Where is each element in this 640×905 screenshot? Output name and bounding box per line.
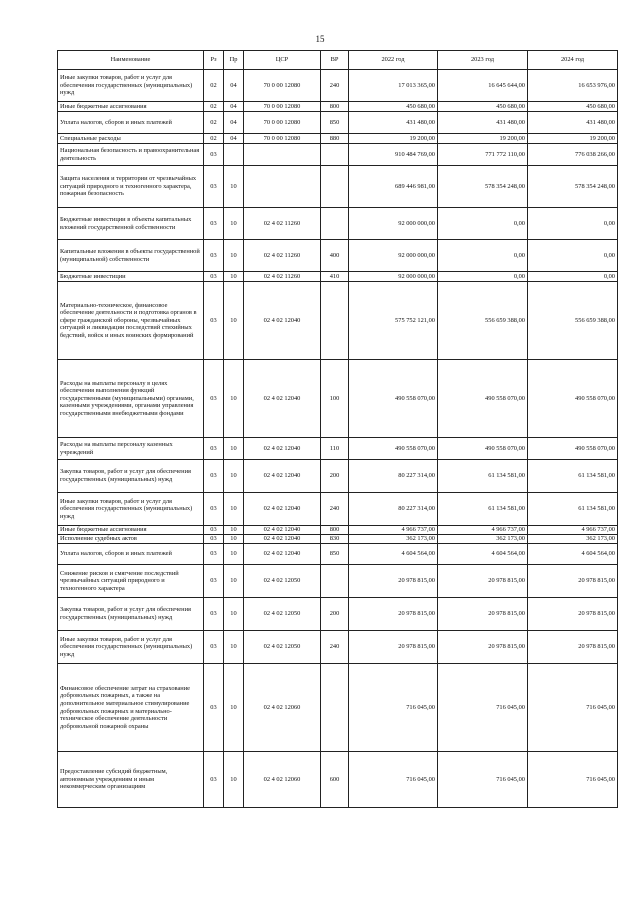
header-csr: ЦСР <box>244 51 321 70</box>
row-pr: 10 <box>224 360 244 438</box>
row-pr: 10 <box>224 752 244 808</box>
row-value-2024: 490 558 070,00 <box>528 360 618 438</box>
row-rz: 02 <box>204 70 224 102</box>
row-value-2022: 490 558 070,00 <box>349 438 438 460</box>
row-value-2023: 0,00 <box>438 272 528 282</box>
row-csr: 02 4 02 12050 <box>244 565 321 598</box>
row-csr: 02 4 02 12040 <box>244 493 321 526</box>
row-vr: 600 <box>321 752 349 808</box>
table-row <box>58 102 618 112</box>
header-vr: ВР <box>321 51 349 70</box>
row-name: Снижение рисков и смягчение последствий чрезвычайных ситуаций природного и техногенного характера <box>58 565 204 598</box>
row-value-2024: 0,00 <box>528 272 618 282</box>
row-value-2024: 776 038 266,00 <box>528 144 618 166</box>
row-value-2023: 61 134 581,00 <box>438 460 528 493</box>
row-value-2023: 716 045,00 <box>438 664 528 752</box>
row-rz: 02 <box>204 112 224 134</box>
table-row <box>58 166 618 208</box>
row-pr: 10 <box>224 272 244 282</box>
row-value-2024: 716 045,00 <box>528 664 618 752</box>
row-rz: 03 <box>204 272 224 282</box>
row-name: Материально-техническое, финансовое обеспечение деятельности и подготовка органов в сфере гражданской обороны, чрезвычайных ситуаций и ликвидации последствий стихийных бедствий, войск и иных воинских формирований <box>58 282 204 360</box>
row-value-2022: 910 484 769,00 <box>349 144 438 166</box>
row-value-2022: 490 558 070,00 <box>349 360 438 438</box>
row-value-2024: 20 978 815,00 <box>528 631 618 664</box>
row-value-2022: 450 680,00 <box>349 102 438 112</box>
row-vr: 240 <box>321 631 349 664</box>
row-value-2022: 4 604 564,00 <box>349 544 438 565</box>
row-pr: 04 <box>224 134 244 144</box>
row-value-2024: 0,00 <box>528 240 618 272</box>
row-value-2023: 490 558 070,00 <box>438 438 528 460</box>
row-pr: 04 <box>224 70 244 102</box>
row-csr: 02 4 02 12050 <box>244 631 321 664</box>
row-pr: 10 <box>224 565 244 598</box>
row-value-2022: 20 978 815,00 <box>349 631 438 664</box>
table-header-row <box>58 51 618 70</box>
row-vr: 850 <box>321 544 349 565</box>
row-rz: 03 <box>204 598 224 631</box>
row-value-2022: 92 000 000,00 <box>349 208 438 240</box>
row-name: Иные бюджетные ассигнования <box>58 526 204 535</box>
row-rz: 03 <box>204 544 224 565</box>
row-value-2024: 4 966 737,00 <box>528 526 618 535</box>
table-row <box>58 240 618 272</box>
row-csr: 02 4 02 12040 <box>244 460 321 493</box>
row-value-2023: 431 480,00 <box>438 112 528 134</box>
row-pr: 10 <box>224 438 244 460</box>
row-vr <box>321 565 349 598</box>
row-rz: 03 <box>204 240 224 272</box>
row-name: Расходы на выплаты персоналу казенных учреждений <box>58 438 204 460</box>
row-value-2022: 92 000 000,00 <box>349 240 438 272</box>
row-pr: 10 <box>224 282 244 360</box>
row-name: Закупка товаров, работ и услуг для обеспечения государственных (муниципальных) нужд <box>58 460 204 493</box>
row-csr: 02 4 02 12040 <box>244 544 321 565</box>
row-csr: 70 0 00 12080 <box>244 70 321 102</box>
row-vr <box>321 208 349 240</box>
row-csr: 02 4 02 12040 <box>244 282 321 360</box>
row-pr: 10 <box>224 535 244 544</box>
row-value-2024: 556 659 388,00 <box>528 282 618 360</box>
row-value-2022: 575 752 121,00 <box>349 282 438 360</box>
row-csr: 02 4 02 12040 <box>244 535 321 544</box>
row-rz: 03 <box>204 752 224 808</box>
row-value-2022: 20 978 815,00 <box>349 565 438 598</box>
row-csr: 02 4 02 12040 <box>244 360 321 438</box>
row-csr: 70 0 00 12080 <box>244 112 321 134</box>
row-csr <box>244 144 321 166</box>
row-vr <box>321 664 349 752</box>
row-value-2022: 689 446 981,00 <box>349 166 438 208</box>
table-row <box>58 112 618 134</box>
table-row <box>58 70 618 102</box>
row-csr: 70 0 00 12080 <box>244 102 321 112</box>
row-csr: 70 0 00 12080 <box>244 134 321 144</box>
row-value-2022: 362 173,00 <box>349 535 438 544</box>
header-name: Наименование <box>58 51 204 70</box>
row-value-2022: 4 966 737,00 <box>349 526 438 535</box>
row-pr: 10 <box>224 631 244 664</box>
row-rz: 02 <box>204 102 224 112</box>
row-value-2024: 19 200,00 <box>528 134 618 144</box>
row-name: Уплата налогов, сборов и иных платежей <box>58 112 204 134</box>
row-value-2023: 362 173,00 <box>438 535 528 544</box>
row-value-2023: 556 659 388,00 <box>438 282 528 360</box>
row-value-2023: 490 558 070,00 <box>438 360 528 438</box>
row-pr: 10 <box>224 664 244 752</box>
row-value-2024: 362 173,00 <box>528 535 618 544</box>
row-name: Специальные расходы <box>58 134 204 144</box>
table-row <box>58 134 618 144</box>
row-pr: 04 <box>224 102 244 112</box>
header-2024: 2024 год <box>528 51 618 70</box>
row-value-2024: 61 134 581,00 <box>528 460 618 493</box>
row-name: Предоставление субсидий бюджетным, автономным учреждениям и иным некоммерческим организациям <box>58 752 204 808</box>
table-row <box>58 208 618 240</box>
row-value-2024: 61 134 581,00 <box>528 493 618 526</box>
row-rz: 03 <box>204 631 224 664</box>
row-csr: 02 4 02 11260 <box>244 272 321 282</box>
row-value-2024: 20 978 815,00 <box>528 565 618 598</box>
table-row <box>58 282 618 360</box>
row-name: Закупка товаров, работ и услуг для обеспечения государственных (муниципальных) нужд <box>58 598 204 631</box>
row-name: Бюджетные инвестиции <box>58 272 204 282</box>
table-row <box>58 460 618 493</box>
row-vr <box>321 282 349 360</box>
row-value-2023: 0,00 <box>438 208 528 240</box>
row-value-2022: 431 480,00 <box>349 112 438 134</box>
row-vr: 400 <box>321 240 349 272</box>
row-value-2023: 4 604 564,00 <box>438 544 528 565</box>
row-name: Иные бюджетные ассигнования <box>58 102 204 112</box>
row-name: Исполнение судебных актов <box>58 535 204 544</box>
row-rz: 03 <box>204 526 224 535</box>
row-value-2022: 80 227 314,00 <box>349 493 438 526</box>
row-csr: 02 4 02 12060 <box>244 752 321 808</box>
table-row <box>58 526 618 535</box>
row-value-2024: 4 604 564,00 <box>528 544 618 565</box>
row-vr <box>321 166 349 208</box>
row-value-2022: 92 000 000,00 <box>349 272 438 282</box>
row-vr: 240 <box>321 70 349 102</box>
table-row <box>58 664 618 752</box>
row-rz: 03 <box>204 282 224 360</box>
row-value-2024: 431 480,00 <box>528 112 618 134</box>
row-name: Финансовое обеспечение затрат на страхование добровольных пожарных, а также на дополнительное материальное стимулирование добровольных пожарных и материально-техническое обеспечение деятельности добровольной пожарной охраны <box>58 664 204 752</box>
row-rz: 03 <box>204 438 224 460</box>
table-row <box>58 438 618 460</box>
budget-table <box>57 50 618 808</box>
row-value-2023: 450 680,00 <box>438 102 528 112</box>
row-value-2023: 20 978 815,00 <box>438 631 528 664</box>
row-vr: 200 <box>321 460 349 493</box>
row-value-2022: 716 045,00 <box>349 752 438 808</box>
row-name: Иные закупки товаров, работ и услуг для обеспечения государственных (муниципальных) нужд <box>58 70 204 102</box>
header-2022: 2022 год <box>349 51 438 70</box>
table-row <box>58 272 618 282</box>
row-csr: 02 4 02 12040 <box>244 438 321 460</box>
row-pr: 10 <box>224 166 244 208</box>
row-value-2022: 17 013 365,00 <box>349 70 438 102</box>
row-value-2024: 578 354 248,00 <box>528 166 618 208</box>
row-rz: 03 <box>204 565 224 598</box>
row-value-2023: 578 354 248,00 <box>438 166 528 208</box>
row-name: Капитальные вложения в объекты государственной (муниципальной) собственности <box>58 240 204 272</box>
row-value-2024: 490 558 070,00 <box>528 438 618 460</box>
row-csr: 02 4 02 11260 <box>244 208 321 240</box>
row-rz: 03 <box>204 144 224 166</box>
table-row <box>58 493 618 526</box>
row-rz: 03 <box>204 166 224 208</box>
row-value-2023: 19 200,00 <box>438 134 528 144</box>
header-rz: Рз <box>204 51 224 70</box>
row-pr: 10 <box>224 240 244 272</box>
page-number: 15 <box>315 34 325 44</box>
row-vr: 200 <box>321 598 349 631</box>
row-value-2023: 61 134 581,00 <box>438 493 528 526</box>
row-vr: 100 <box>321 360 349 438</box>
row-value-2022: 80 227 314,00 <box>349 460 438 493</box>
row-vr: 800 <box>321 102 349 112</box>
row-rz: 03 <box>204 664 224 752</box>
row-pr: 10 <box>224 460 244 493</box>
row-value-2022: 20 978 815,00 <box>349 598 438 631</box>
table-row <box>58 360 618 438</box>
row-value-2023: 716 045,00 <box>438 752 528 808</box>
table-row <box>58 752 618 808</box>
table-row <box>58 565 618 598</box>
row-name: Иные закупки товаров, работ и услуг для обеспечения государственных (муниципальных) нужд <box>58 493 204 526</box>
row-vr: 110 <box>321 438 349 460</box>
row-pr: 10 <box>224 598 244 631</box>
row-vr: 830 <box>321 535 349 544</box>
row-value-2022: 716 045,00 <box>349 664 438 752</box>
row-vr <box>321 144 349 166</box>
row-value-2023: 4 966 737,00 <box>438 526 528 535</box>
row-name: Уплата налогов, сборов и иных платежей <box>58 544 204 565</box>
row-rz: 03 <box>204 360 224 438</box>
row-vr: 850 <box>321 112 349 134</box>
row-value-2024: 0,00 <box>528 208 618 240</box>
table-row <box>58 144 618 166</box>
table-body <box>58 70 618 808</box>
row-value-2024: 16 653 976,00 <box>528 70 618 102</box>
row-vr: 410 <box>321 272 349 282</box>
row-vr: 240 <box>321 493 349 526</box>
row-name: Защита населения и территории от чрезвычайных ситуаций природного и техногенного характера, пожарная безопасность <box>58 166 204 208</box>
table-row <box>58 631 618 664</box>
row-value-2024: 20 978 815,00 <box>528 598 618 631</box>
row-csr: 02 4 02 12050 <box>244 598 321 631</box>
row-value-2023: 0,00 <box>438 240 528 272</box>
table-row <box>58 598 618 631</box>
row-pr: 04 <box>224 112 244 134</box>
row-rz: 02 <box>204 134 224 144</box>
row-pr: 10 <box>224 493 244 526</box>
row-name: Иные закупки товаров, работ и услуг для обеспечения государственных (муниципальных) нужд <box>58 631 204 664</box>
row-csr <box>244 166 321 208</box>
row-vr: 800 <box>321 526 349 535</box>
row-name: Национальная безопасность и правоохранительная деятельность <box>58 144 204 166</box>
row-value-2023: 771 772 110,00 <box>438 144 528 166</box>
row-value-2024: 450 680,00 <box>528 102 618 112</box>
row-value-2023: 20 978 815,00 <box>438 598 528 631</box>
row-value-2022: 19 200,00 <box>349 134 438 144</box>
row-csr: 02 4 02 12060 <box>244 664 321 752</box>
row-pr: 10 <box>224 208 244 240</box>
row-pr <box>224 144 244 166</box>
header-2023: 2023 год <box>438 51 528 70</box>
row-rz: 03 <box>204 460 224 493</box>
row-rz: 03 <box>204 208 224 240</box>
table-row <box>58 544 618 565</box>
row-name: Бюджетные инвестиции в объекты капитальных вложений государственной собственности <box>58 208 204 240</box>
row-rz: 03 <box>204 535 224 544</box>
row-rz: 03 <box>204 493 224 526</box>
row-name: Расходы на выплаты персоналу в целях обеспечения выполнения функций государственными (муниципальными) органами, казенными учреждениями, органами управления государственными внебюджетными фондами <box>58 360 204 438</box>
header-pr: Пр <box>224 51 244 70</box>
row-value-2024: 716 045,00 <box>528 752 618 808</box>
row-value-2023: 16 645 644,00 <box>438 70 528 102</box>
table-row <box>58 535 618 544</box>
row-vr: 880 <box>321 134 349 144</box>
row-pr: 10 <box>224 544 244 565</box>
row-csr: 02 4 02 11260 <box>244 240 321 272</box>
row-csr: 02 4 02 12040 <box>244 526 321 535</box>
row-value-2023: 20 978 815,00 <box>438 565 528 598</box>
row-pr: 10 <box>224 526 244 535</box>
